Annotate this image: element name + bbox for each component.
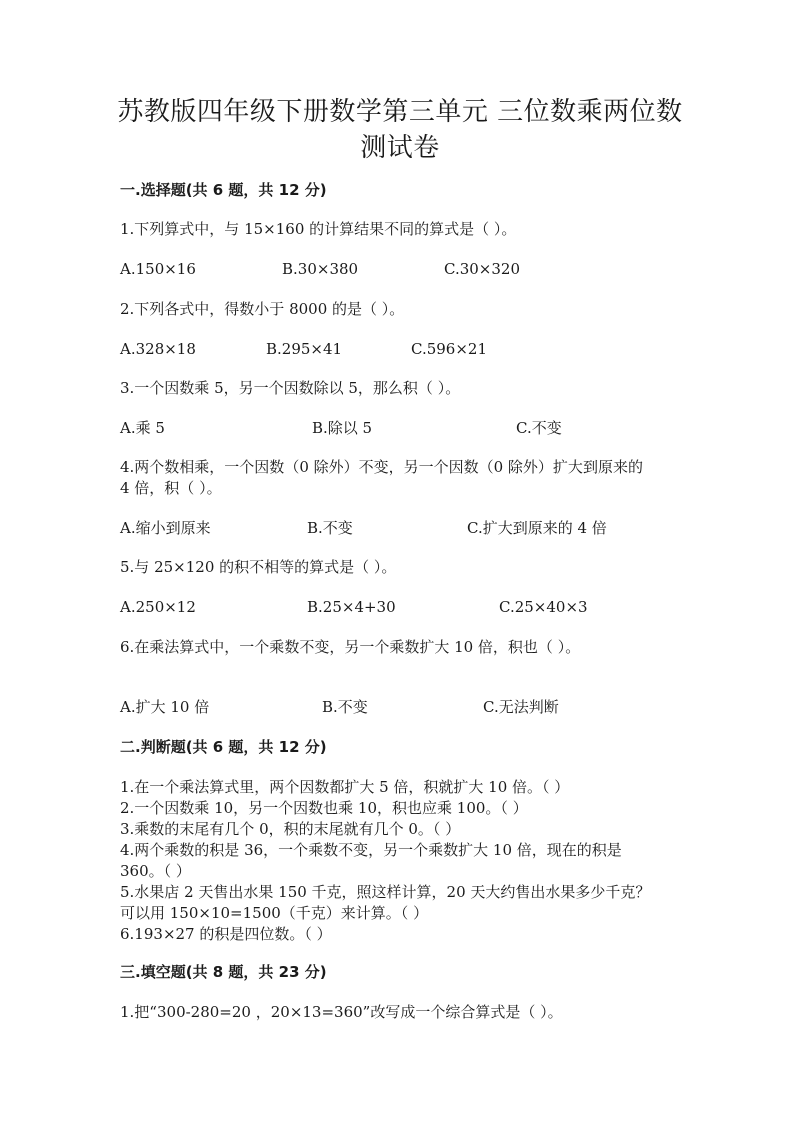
option-c: C.25×40×3 xyxy=(499,598,588,616)
option-b: B.25×4+30 xyxy=(307,598,396,616)
judge-line: 2.一个因数乘 10，另一个因数也乘 10，积也应乘 100。（ ） xyxy=(120,799,528,817)
question-text: 2.下列各式中，得数小于 8000 的是（ ）。 xyxy=(120,300,405,318)
section-heading-choice: 一.选择题(共 6 题，共 12 分) xyxy=(120,181,327,199)
option-c: C.扩大到原来的 4 倍 xyxy=(467,519,607,537)
option-b: B.除以 5 xyxy=(312,419,373,437)
option-c: C.无法判断 xyxy=(483,698,559,716)
judge-line: 6.193×27 的积是四位数。（ ） xyxy=(120,925,332,943)
option-c: C.不变 xyxy=(516,419,562,437)
option-a: A.328×18 xyxy=(120,340,196,358)
question-text: 6.在乘法算式中，一个乘数不变，另一个乘数扩大 10 倍，积也（ ）。 xyxy=(120,638,581,656)
option-b: B.不变 xyxy=(307,519,353,537)
judge-line: 3.乘数的末尾有几个 0，积的末尾就有几个 0。（ ） xyxy=(120,820,461,838)
question-text: 1.下列算式中，与 15×160 的计算结果不同的算式是（ ）。 xyxy=(120,220,517,238)
judge-line: 4.两个乘数的积是 36，一个乘数不变，另一个乘数扩大 10 倍，现在的积是 xyxy=(120,841,622,859)
question-text-cont: 4 倍，积（ ）。 xyxy=(120,479,222,497)
option-b: B.30×380 xyxy=(282,260,359,278)
page-title: 苏教版四年级下册数学第三单元 三位数乘两位数 xyxy=(117,97,683,127)
option-a: A.150×16 xyxy=(120,260,196,278)
option-a: A.乘 5 xyxy=(120,419,165,437)
judge-line: 360。（ ） xyxy=(120,862,191,880)
option-b: B.295×41 xyxy=(266,340,343,358)
question-text: 4.两个数相乘，一个因数（0 除外）不变，另一个因数（0 除外）扩大到原来的 xyxy=(120,458,643,476)
option-a: A.缩小到原来 xyxy=(120,519,211,537)
option-a: A.扩大 10 倍 xyxy=(120,698,210,716)
section-heading-fill: 三.填空题(共 8 题，共 23 分) xyxy=(120,963,327,981)
option-c: C.596×21 xyxy=(411,340,487,358)
question-text: 3.一个因数乘 5，另一个因数除以 5，那么积（ ）。 xyxy=(120,379,461,397)
judge-line: 1.在一个乘法算式里，两个因数都扩大 5 倍，积就扩大 10 倍。（ ） xyxy=(120,778,570,796)
option-c: C.30×320 xyxy=(444,260,520,278)
section-heading-judge: 二.判断题(共 6 题，共 12 分) xyxy=(120,738,327,756)
judge-line: 可以用 150×10=1500（千克）来计算。（ ） xyxy=(120,904,429,922)
question-text: 1.把“300-280=20 ，20×13=360”改写成一个综合算式是（ ）。 xyxy=(120,1003,563,1021)
option-a: A.250×12 xyxy=(120,598,196,616)
option-b: B.不变 xyxy=(322,698,368,716)
question-text: 5.与 25×120 的积不相等的算式是（ ）。 xyxy=(120,558,397,576)
judge-line: 5.水果店 2 天售出水果 150 千克，照这样计算，20 天大约售出水果多少千克？ xyxy=(120,883,651,901)
page-title-line2: 测试卷 xyxy=(360,133,440,163)
